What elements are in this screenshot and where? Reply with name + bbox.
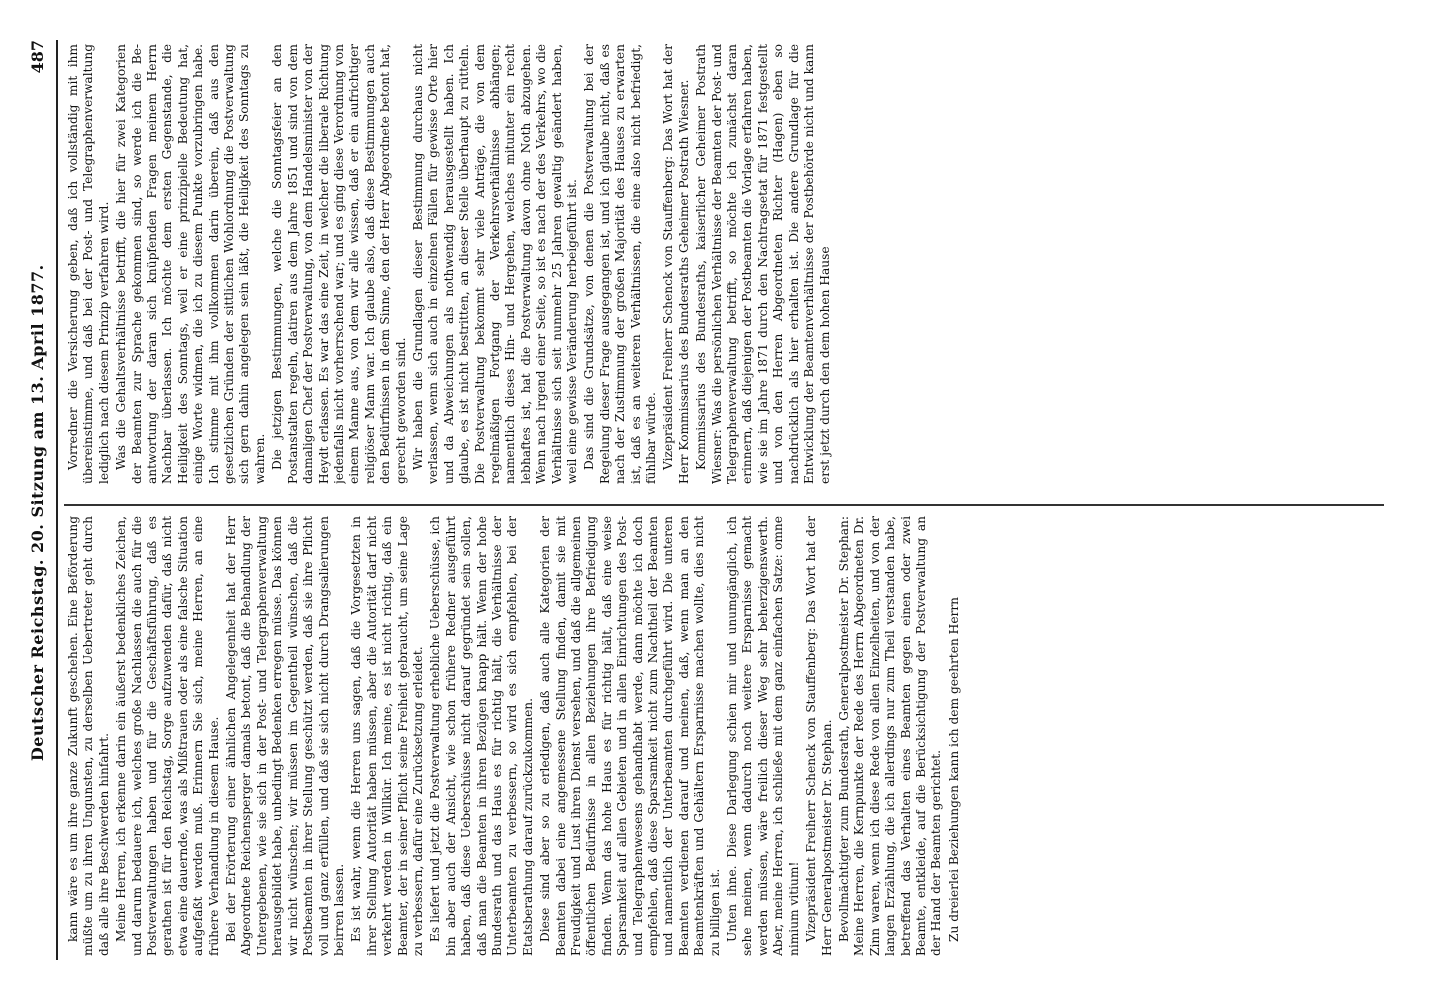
paragraph: Vorredner die Versicherung geben, daß ich vollständig mit ihm übereinstimme, und daß bei der Post- und Telegraphenverwaltung lediglich nach diesem Prinzip verfahren wird. <box>66 44 111 484</box>
paragraph: Die jetzigen Bestimmungen, welche die Sonntagsfeier an den Postanstalten regeln, datiren aus dem Jahre 1851 und sind von dem damaligen Chef der Postverwaltung, von dem Handelsminister von der Heydt erlassen. Es war das eine Zeit, in welcher die liberale Richtung jedenfalls nicht vorherrschend war; und es ging diese Verordnung von einem Manne aus, von dem wir alle wissen, daß er ein aufrichtiger religiöser Mann war. Ich glaube also, daß diese Bestimmungen auch den Bedürfnissen in dem Sinne, den der Herr Abgeordnete betont hat, gerecht geworden sind. <box>270 44 408 484</box>
paragraph: Bevollmächtigter zum Bundesrath, Generalpostmeister Dr. Stephan: Meine Herren, die Kernpunkte der Rede des Herrn Abgeordneten Dr. Zinn waren, wenn ich diese Rede von allen Einzelheiten, und von der langen Erzählung, die ich allerdings nur zum Theil verstanden habe, betreffend das Verhalten eines Beamten gegen einen oder zwei Beamte, entkleide, auf die Berücksichtigung der Postverwaltung an der Hand der Beamten gerichtet. <box>836 516 944 956</box>
paragraph: Unten ihne. Diese Darlegung schien mir und unumgänglich, ich sehe meinen, wenn dadurch noch weitere Ersparnisse gemacht werden müssen, wäre freilich dieser Weg sehr beherzigenswerth. Aber, meine Herren, ich schließe mit dem ganz einfachen Satze: omne nimium vitium! <box>725 516 801 956</box>
paragraph: Zu dreierlei Beziehungen kann ich dem geehrten Herrn <box>946 596 961 942</box>
paragraph: Kommissarius des Bundesraths, kaiserlicher Geheimer Postrath Wiesner: Was die persönlichen Verhältnisse der Beamten der Post- und Telegraphenverwaltung betrifft, so möchte ich zunächst daran erinnern, daß diejenigen der Postbeamten die Vorlage erfahren haben, wie sie im Jahre 1871 durch den Nachtragsetat für 1871 festgestellt und von den Herren Abgeordneten Richter (Hagen) eben so nachdrücklich als hier erhalten ist. Die andere Grundlage für die Entwicklung der Beamtenverhältnisse der Postbehörde nicht und kann erst jetzt durch den dem hohen Hause <box>694 44 832 484</box>
paragraph: Bei der Erörterung einer ähnlichen Angelegenheit hat der Herr Abgeordnete Reichensperger damals betont, daß die Behandlung der Untergebenen, wie sie sich in der Post- und Telegraphenverwaltung herausgebildet habe, unbedingt Bedenken erregen müsse. Das können wir nicht wünschen; wir müssen im Gegentheil wünschen, daß die Postbeamten in ihrer Stellung geschützt werden, daß sie ihre Pflicht voll und ganz erfüllen, und daß sie sich nicht durch Drangsalierungen beirren lassen. <box>224 516 346 956</box>
running-title: Deutscher Reichstag. 20. Sitzung am 13. April 1877. <box>27 264 47 762</box>
paragraph: Meine Herren, ich erkenne darin ein äußerst bedenkliches Zeichen, und darum bedauere ich, welches große Nachlassen die auch für die Postverwaltungen haben und für die Geschäftsführung, daß es gerathen ist für den Reichstag, Sorge aufzuwenden dafür, daß nicht etwa eine dauernde, was als Mißtrauen oder als eine falsche Situation aufgefaßt werden muß. Erinnern Sie sich, meine Herren, an eine frühere Verhandlung in diesem Hause. <box>114 516 221 956</box>
right-text-column <box>66 44 1386 484</box>
header-rule <box>56 40 58 960</box>
paragraph: Vizepräsident Freiherr Schenck von Stauffenberg: Das Wort hat der Herr Generalpostmeister Dr. Stephan. <box>804 516 834 956</box>
paragraph: kann wäre es um ihre ganze Zukunft geschehen. Eine Beförderung müßte um zu ihren Ungunsten, zu derselben Uebertreter geht durch daß alle ihre Beschwerden hinfahrt. <box>66 516 111 956</box>
paragraph: Vizepräsident Freiherr Schenck von Stauffenberg: Das Wort hat der Herr Kommissarius des Bundesraths Geheimer Postrath Wiesner. <box>661 44 691 484</box>
paragraph: Wir haben die Grundlagen dieser Bestimmung durchaus nicht verlassen, wenn sich auch in einzelnen Fällen für gewisse Orte hier und da Abweichungen als nothwendig herausgestellt haben. Ich glaube, es ist nicht bestritten, an dieser Stelle überhaupt zu rütteln. Die Postverwaltung bekommt sehr viele Anträge, die von dem regelmäßigen Fortgang der Verkehrsverhältnisse abhängen; namentlich dieses Hin- und Hergehen, welches mitunter ein recht lebhaftes ist, hat die Postverwaltung davon ohne Noth abzugehen. Wenn nach irgend einer Seite, so ist es nach der des Verkehrs, wo die Verhältnisse sich seit nunmehr 25 Jahren gewaltig geändert haben, weil eine gewisse Veränderung herbeigeführt ist. <box>410 44 579 484</box>
page-number: 487 <box>27 40 47 74</box>
paragraph: Diese sind aber so zu erledigen, daß auch alle Kategorien der Beamten dabei eine angemessene Stellung finden, damit sie mit Freudigkeit und Lust ihren Dienst versehen, und daß die allgemeinen öffentlichen Bedürfnisse in allen Beziehungen ihre Befriedigung finden. Wenn das hohe Haus es für richtig hält, daß eine weise Sparsamkeit auf allen Gebieten und in allen Einrichtungen des Post- und Telegraphenwesens gehandhabt werde, dann möchte ich doch empfehlen, daß diese Sparsamkeit nicht zum Nachtheil der Beamten und namentlich der Unterbeamten durchgeführt wird. Die unteren Beamten verdienen darauf und meinen, daß, wenn man an den Beamtenkräften und Gehältern Ersparnisse machen wollte, dies nicht zu billigen ist. <box>538 516 722 956</box>
left-text-column <box>66 516 1386 956</box>
paragraph: Was die Gehaltsverhältnisse betrifft, die hier für zwei Kategorien der Beamten zur Sprache gekommen sind, so werde ich die Beantwortung der daran sich knüpfenden Fragen meinem Herrn Nachbar überlassen. Ich möchte dem ersten Gegenstande, die Heiligkeit des Sonntags, weil er eine prinzipielle Bedeutung hat, einige Worte widmen, die ich zu diesem Punkte vorzubringen habe. Ich stimme mit ihm vollkommen darin überein, daß aus den gesetzlichen Gründen der sittlichen Wohlordnung die Postverwaltung sich gern dahin angelegen sein läßt, die Heiligkeit des Sonntags zu wahren. <box>114 44 267 484</box>
paragraph: Das sind die Grundsätze, von denen die Postverwaltung bei der Regelung dieser Frage ausgegangen ist, und ich glaube nicht, daß es nach der Zustimmung der großen Majorität des Hauses zu erwarten ist, daß es an weiteren Verhältnissen, die eine also nicht befriedigt, fühlbar würde. <box>582 44 659 484</box>
paragraph: Es ist wahr, wenn die Herren uns sagen, daß die Vorgesetzten in ihrer Stellung Autorität haben müssen, aber die Autorität darf nicht verkehrt werden in Willkür. Ich meine, es ist nicht richtig, daß ein Beamter, der in seiner Pflicht seine Freiheit gebraucht, um seine Lage zu verbessern, dafür eine Zurücksetzung erleidet. <box>349 516 425 956</box>
column-divider <box>64 505 1384 507</box>
page-header <box>22 40 52 960</box>
paragraph: Es liefert und jetzt die Postverwaltung erhebliche Ueberschüsse, ich bin aber auch der Ansicht, wie schon frühere Redner ausgeführt haben, daß diese Ueberschüsse nicht darauf gegründet sein sollen, daß man die Beamten in ihren Bezügen knapp hält. Wenn der hohe Bundesrath und das Haus es für richtig hält, die Verhältnisse der Unterbeamten zu verbessern, so wird es sich empfehlen, bei der Etatsberathung darauf zurückzukommen. <box>428 516 535 956</box>
